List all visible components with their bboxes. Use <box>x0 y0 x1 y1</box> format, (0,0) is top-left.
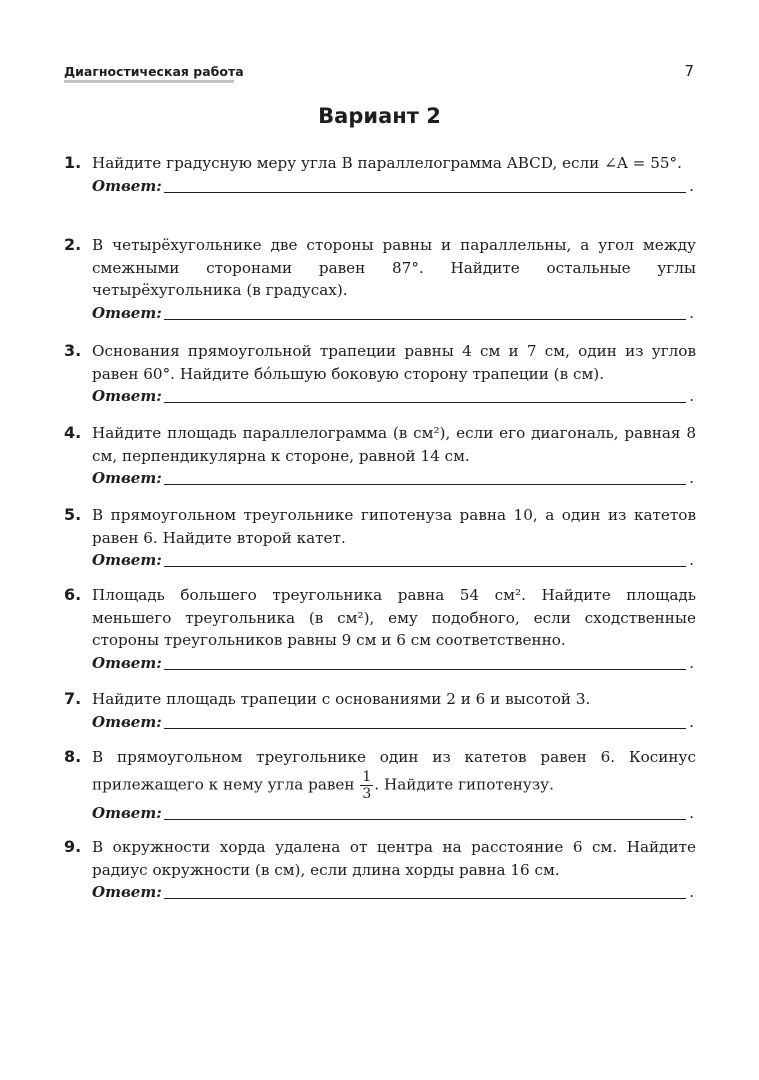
answer-field[interactable] <box>164 819 686 820</box>
answer-line: Ответ: . <box>92 881 696 904</box>
header-title: Диагностическая работа <box>64 64 244 79</box>
answer-line: Ответ: . <box>92 652 696 675</box>
problem-9 <box>64 836 696 904</box>
answer-label: Ответ: <box>92 883 162 901</box>
problem-text: Найдите площадь параллелограмма (в см²), если его диагональ, равная 8 см, перпендикулярна к стороне, равной 14 см. <box>92 424 696 465</box>
problem-7 <box>64 688 696 733</box>
problem-number: 2. <box>64 235 82 254</box>
problem-5 <box>64 504 696 572</box>
problem-text: Найдите площадь трапеции с основаниями 2 и 6 и высотой 3. <box>92 690 591 708</box>
answer-label: Ответ: <box>92 712 162 731</box>
problem-text <box>92 746 696 802</box>
fraction-denominator: 3 <box>362 785 372 802</box>
answer-label: Ответ: <box>92 176 162 195</box>
fraction <box>360 769 373 802</box>
problem-number: 4. <box>64 423 82 442</box>
answer-line: Ответ: . <box>92 385 696 408</box>
problem-number: 6. <box>64 585 82 604</box>
problem-1 <box>64 152 696 197</box>
problem-4 <box>64 422 696 490</box>
page-header <box>64 62 700 86</box>
answer-line: Ответ: . <box>92 802 696 825</box>
answer-label: Ответ: <box>92 653 162 672</box>
variant-title: Вариант 2 <box>318 104 441 128</box>
problem-8 <box>64 746 696 824</box>
answer-line: Ответ: . <box>92 549 696 572</box>
problem-text: Основания прямоугольной трапеции равны 4 см и 7 см, один из углов равен 60°. Найдите бóльшую боковую сторону трапеции (в см). <box>92 342 696 383</box>
answer-field[interactable] <box>164 669 686 670</box>
header-underline <box>64 80 234 83</box>
problem-text-after: . Найдите гипотенузу. <box>374 775 554 793</box>
problem-text: В окружности хорда удалена от центра на расстояние 6 см. Найдите радиус окружности (в см), если длина хорды равна 16 см. <box>92 838 696 879</box>
problem-number: 3. <box>64 341 82 360</box>
problem-text: Найдите градусную меру угла B параллелограмма ABCD, если ∠A = 55°. <box>92 154 682 172</box>
answer-field[interactable] <box>164 319 686 320</box>
problem-text: В четырёхугольнике две стороны равны и параллельны, а угол между смежными сторонами равен 87°. Найдите остальные углы четырёхугольника (в градусах). <box>92 236 696 299</box>
problem-3 <box>64 340 696 408</box>
page-number: 7 <box>684 62 694 80</box>
answer-field[interactable] <box>164 402 686 403</box>
answer-label: Ответ: <box>92 551 162 569</box>
answer-field[interactable] <box>164 484 686 485</box>
problem-number: 1. <box>64 153 82 172</box>
answer-label: Ответ: <box>92 303 162 322</box>
problem-number: 5. <box>64 505 82 524</box>
answer-line: Ответ: . <box>92 467 696 490</box>
answer-line: Ответ: . <box>92 175 696 198</box>
answer-label: Ответ: <box>92 387 162 405</box>
problem-text: В прямоугольном треугольнике гипотенуза равна 10, а один из катетов равен 6. Найдите второй катет. <box>92 506 696 547</box>
answer-line: Ответ: . <box>92 302 696 325</box>
answer-field[interactable] <box>164 192 686 193</box>
problem-number: 9. <box>64 837 82 856</box>
answer-field[interactable] <box>164 898 686 899</box>
problem-6 <box>64 584 696 674</box>
answer-line: Ответ: . <box>92 711 696 734</box>
problem-text: Площадь большего треугольника равна 54 см². Найдите площадь меньшего треугольника (в см²), ему подобного, если сходственные стороны треугольников равны 9 см и 6 см соответственно. <box>92 586 696 649</box>
answer-label: Ответ: <box>92 469 162 487</box>
answer-field[interactable] <box>164 728 686 729</box>
problem-2 <box>64 234 696 324</box>
problem-text-before: В прямоугольном треугольнике один из катетов равен 6. Косинус прилежащего к нему угла равен <box>92 748 696 793</box>
answer-label: Ответ: <box>92 803 162 822</box>
problem-number: 8. <box>64 747 82 766</box>
problem-number: 7. <box>64 689 82 708</box>
answer-field[interactable] <box>164 566 686 567</box>
fraction-numerator: 1 <box>362 768 372 785</box>
